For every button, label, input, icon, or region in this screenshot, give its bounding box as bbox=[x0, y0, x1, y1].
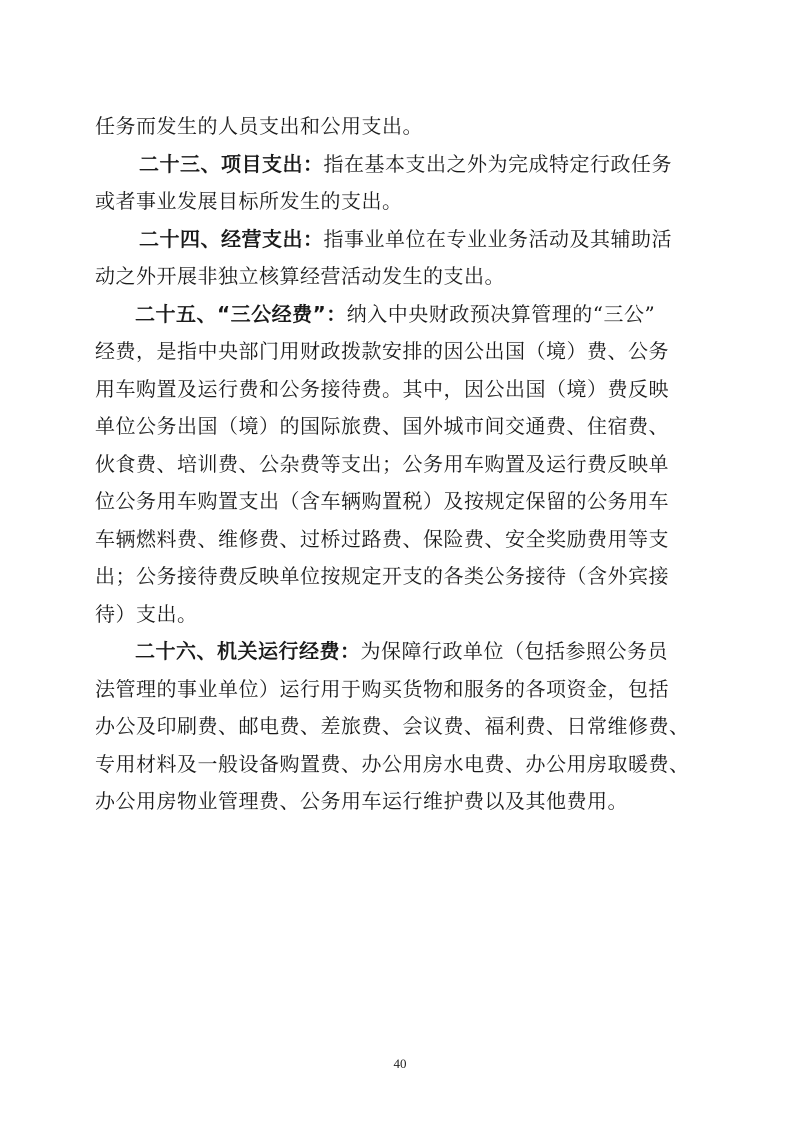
definition-line bbox=[95, 633, 707, 671]
document-body bbox=[95, 108, 707, 821]
line-text: 待）支出。 bbox=[95, 601, 198, 626]
line-text: 用车购置及运行费和公务接待费。其中，因公出国（境）费反映 bbox=[95, 376, 669, 401]
definition-term: 二十四、经营支出： bbox=[139, 226, 324, 251]
line-text: 指在基本支出之外为完成特定行政任务 bbox=[323, 151, 672, 176]
text-line bbox=[95, 258, 707, 296]
line-text: 或者事业发展目标所发生的支出。 bbox=[95, 189, 403, 213]
definition-line bbox=[95, 296, 707, 334]
text-line bbox=[95, 446, 707, 484]
text-line bbox=[95, 408, 707, 446]
line-text: 车辆燃料费、维修费、过桥过路费、保险费、安全奖励费用等支 bbox=[95, 526, 669, 551]
text-line bbox=[95, 483, 707, 521]
line-text: 办公用房物业管理费、公务用车运行维护费以及其他费用。 bbox=[95, 789, 628, 813]
line-text: 位公务用车购置支出（含车辆购置税）及按规定保留的公务用车 bbox=[95, 489, 669, 513]
line-text: 经费，是指中央部门用财政拨款安排的因公出国（境）费、公务 bbox=[95, 339, 669, 363]
text-line bbox=[95, 783, 707, 821]
definition-line bbox=[95, 146, 707, 184]
text-line bbox=[95, 371, 707, 409]
line-text: 纳入中央财政预决算管理的“三公” bbox=[346, 301, 656, 326]
page-number: 40 bbox=[393, 1056, 407, 1071]
text-line bbox=[95, 333, 707, 371]
line-text: 法管理的事业单位）运行用于购买货物和服务的各项资金，包括 bbox=[95, 676, 669, 701]
line-text: 单位公务出国（境）的国际旅费、国外城市间交通费、住宿费、 bbox=[95, 414, 669, 438]
text-line bbox=[95, 746, 707, 784]
text-line bbox=[95, 108, 707, 146]
definition-term: 二十六、机关运行经费： bbox=[135, 639, 361, 663]
text-line bbox=[95, 521, 707, 559]
text-line bbox=[95, 596, 707, 634]
line-text: 伙食费、培训费、公杂费等支出；公务用车购置及运行费反映单 bbox=[95, 451, 669, 476]
text-line bbox=[95, 708, 707, 746]
definition-term: 二十五、“三公经费”： bbox=[135, 301, 347, 326]
definition-term: 二十三、项目支出： bbox=[139, 151, 324, 176]
line-text: 专用材料及一般设备购置费、办公用房水电费、办公用房取暖费、 bbox=[95, 751, 690, 776]
definition-line bbox=[95, 221, 707, 259]
line-text: 任务而发生的人员支出和公用支出。 bbox=[95, 114, 423, 138]
line-text: 为保障行政单位（包括参照公务员 bbox=[360, 639, 668, 663]
line-text: 指事业单位在专业业务活动及其辅助活 bbox=[323, 226, 672, 251]
line-text: 办公及印刷费、邮电费、差旅费、会议费、福利费、日常维修费、 bbox=[95, 714, 690, 738]
text-line bbox=[95, 671, 707, 709]
line-text: 出；公务接待费反映单位按规定开支的各类公务接待（含外宾接 bbox=[95, 564, 669, 588]
line-text: 动之外开展非独立核算经营活动发生的支出。 bbox=[95, 264, 505, 288]
text-line bbox=[95, 183, 707, 221]
text-line bbox=[95, 558, 707, 596]
